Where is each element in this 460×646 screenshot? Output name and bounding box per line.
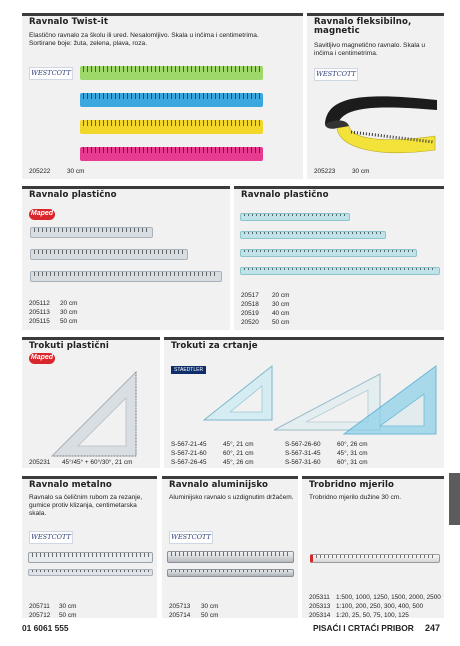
product-row	[285, 441, 368, 449]
product-code: 205712	[29, 612, 51, 619]
staedtler-logo: STAEDTLER	[171, 366, 206, 374]
product-row	[314, 168, 369, 176]
drawing-triangles-image	[184, 362, 440, 438]
product-code: 205311	[309, 594, 330, 601]
product-code: 205711	[29, 603, 50, 610]
product-code: S-567-21-45	[171, 441, 207, 448]
maped-logo: Maped	[29, 209, 55, 220]
product-code: 205115	[29, 318, 50, 325]
section-title: Trobridno mjerilo	[309, 480, 395, 490]
product-row	[241, 310, 289, 318]
product-size: 50 cm	[60, 318, 78, 325]
product-code: S-567-31-60	[285, 459, 321, 466]
product-code: 20518	[241, 301, 259, 308]
section-description: Ravnalo sa čeličnim rubom za rezanje, gumice protiv klizanja, centimetarska skala.	[29, 494, 143, 518]
product-code: 205231	[29, 459, 51, 466]
product-code: S-567-26-60	[285, 441, 321, 448]
product-code: 205714	[169, 612, 191, 619]
product-spec: 45°/45° + 60°/30°, 21 cm	[62, 459, 133, 466]
panel-ravnalo-twist-it	[22, 13, 303, 179]
footer-category: PISAĆI I CRTAĆI PRIBOR	[313, 623, 414, 633]
product-row	[309, 612, 409, 620]
product-spec: 60°, 26 cm	[337, 441, 368, 448]
product-code: S-567-26-45	[171, 459, 207, 466]
ruler-blue	[80, 93, 263, 107]
section-description: Elastično ravnalo za školu ili ured. Nesalomljivo. Skala u inčima i centimetrima. Sortirane boje: žuta, zelena, plava, roza.	[29, 32, 259, 48]
side-tab-marker	[449, 473, 460, 525]
section-description: Aluminijsko ravnalo s uzdignutim držačem.	[169, 494, 294, 501]
product-row	[169, 612, 218, 620]
ruler-metal-long	[28, 569, 153, 576]
panel-ravnalo-plasticno	[234, 186, 444, 330]
product-row	[285, 450, 368, 458]
ruler-clear-long	[30, 271, 222, 282]
product-row	[29, 168, 84, 176]
section-title: Ravnalo plastično	[241, 190, 329, 200]
panel-trobridno-mjerilo	[302, 476, 444, 618]
product-code: 205314	[309, 612, 331, 619]
product-row	[29, 300, 77, 308]
product-code: 20519	[241, 310, 259, 317]
product-code: S-567-31-45	[285, 450, 321, 457]
ruler-blue-40	[240, 249, 417, 257]
product-size: 50 cm	[59, 612, 77, 619]
product-row	[285, 459, 368, 467]
product-spec: 1:500, 1000, 1250, 1500, 2000, 2500	[336, 594, 441, 601]
product-code: 20520	[241, 319, 259, 326]
product-spec: 45°, 26 cm	[223, 459, 254, 466]
product-spec: 60°, 31 cm	[337, 459, 368, 466]
product-spec: 60°, 21 cm	[223, 450, 254, 457]
footer-page-number: 247	[425, 623, 441, 633]
section-title: Trokuti za crtanje	[171, 341, 258, 351]
panel-ravnalo-plasticno-maped	[22, 186, 230, 330]
product-code: 20517	[241, 292, 259, 299]
panel-trokuti-plasticni	[22, 337, 160, 468]
product-row	[29, 309, 77, 317]
ruler-metal	[28, 552, 153, 563]
product-spec: 45°, 31 cm	[337, 450, 368, 457]
product-row	[171, 441, 254, 449]
section-title: Ravnalo Twist-it	[29, 17, 109, 27]
product-row	[241, 292, 289, 300]
product-row	[309, 603, 423, 611]
product-size: 30 cm	[201, 603, 219, 610]
ruler-clear-short	[30, 227, 153, 238]
panel-ravnalo-metalno	[22, 476, 157, 618]
ruler-aluminium	[167, 551, 294, 563]
product-size: 30 cm	[272, 301, 290, 308]
product-size: 50 cm	[201, 612, 219, 619]
product-size: 50 cm	[272, 319, 290, 326]
ruler-yellow	[80, 120, 263, 134]
product-row	[29, 318, 77, 326]
product-size: 30 cm	[59, 603, 77, 610]
section-title: Ravnalo fleksibilno, magnetic	[314, 17, 412, 37]
product-row	[29, 459, 132, 467]
ruler-green	[80, 66, 263, 80]
product-code: 205313	[309, 603, 331, 610]
product-row	[309, 594, 441, 602]
product-code: 205112	[29, 300, 50, 307]
product-size: 30 cm	[60, 309, 78, 316]
section-description: Savitljivo magnetično ravnalo. Skala u inčima i centimetrima.	[314, 42, 426, 58]
section-description: Trobridno mjerilo dužine 30 cm.	[309, 494, 402, 501]
product-size: 20 cm	[272, 292, 290, 299]
footer-phone: 01 6061 555	[22, 623, 69, 633]
section-title: Ravnalo plastično	[29, 190, 117, 200]
ruler-blue-20	[240, 213, 350, 221]
ruler-clear-medium	[30, 249, 188, 260]
product-row	[29, 603, 76, 611]
westcott-logo: WESTCOTT	[29, 67, 73, 80]
section-title: Trokuti plastični	[29, 341, 109, 351]
ruler-blue-50	[240, 267, 440, 275]
product-row	[241, 301, 289, 309]
ruler-aluminium-long	[167, 569, 294, 577]
product-code: 205222	[29, 168, 51, 175]
product-size: 20 cm	[60, 300, 78, 307]
flexible-ruler-image	[317, 84, 442, 164]
product-code: S-567-21-60	[171, 450, 207, 457]
product-size: 30 cm	[352, 168, 370, 175]
ruler-pink	[80, 147, 263, 161]
product-row	[169, 603, 218, 611]
section-title: Ravnalo aluminijsko	[169, 480, 268, 490]
product-spec: 1:100, 200, 250, 300, 400, 500	[336, 603, 424, 610]
maped-logo: Maped	[29, 353, 55, 364]
westcott-logo: WESTCOTT	[169, 531, 213, 544]
panel-trokuti-za-crtanje	[164, 337, 444, 468]
product-size: 40 cm	[272, 310, 290, 317]
triangular-scale-image	[310, 554, 440, 563]
product-row	[171, 459, 254, 467]
product-row	[29, 612, 76, 620]
product-spec: 1:20, 25, 50, 75, 100, 125	[336, 612, 409, 619]
westcott-logo: WESTCOTT	[314, 68, 358, 81]
product-code: 205223	[314, 168, 336, 175]
panel-ravnalo-aluminijsko	[162, 476, 298, 618]
product-row	[241, 319, 289, 327]
product-code: 205113	[29, 309, 50, 316]
panel-ravnalo-fleksibilno	[307, 13, 444, 179]
section-title: Ravnalo metalno	[29, 480, 112, 490]
westcott-logo: WESTCOTT	[29, 531, 73, 544]
product-size: 30 cm	[67, 168, 85, 175]
product-row	[171, 450, 254, 458]
product-spec: 45°, 21 cm	[223, 441, 254, 448]
triangle-image	[48, 368, 140, 458]
ruler-blue-30	[240, 231, 386, 239]
product-code: 205713	[169, 603, 191, 610]
